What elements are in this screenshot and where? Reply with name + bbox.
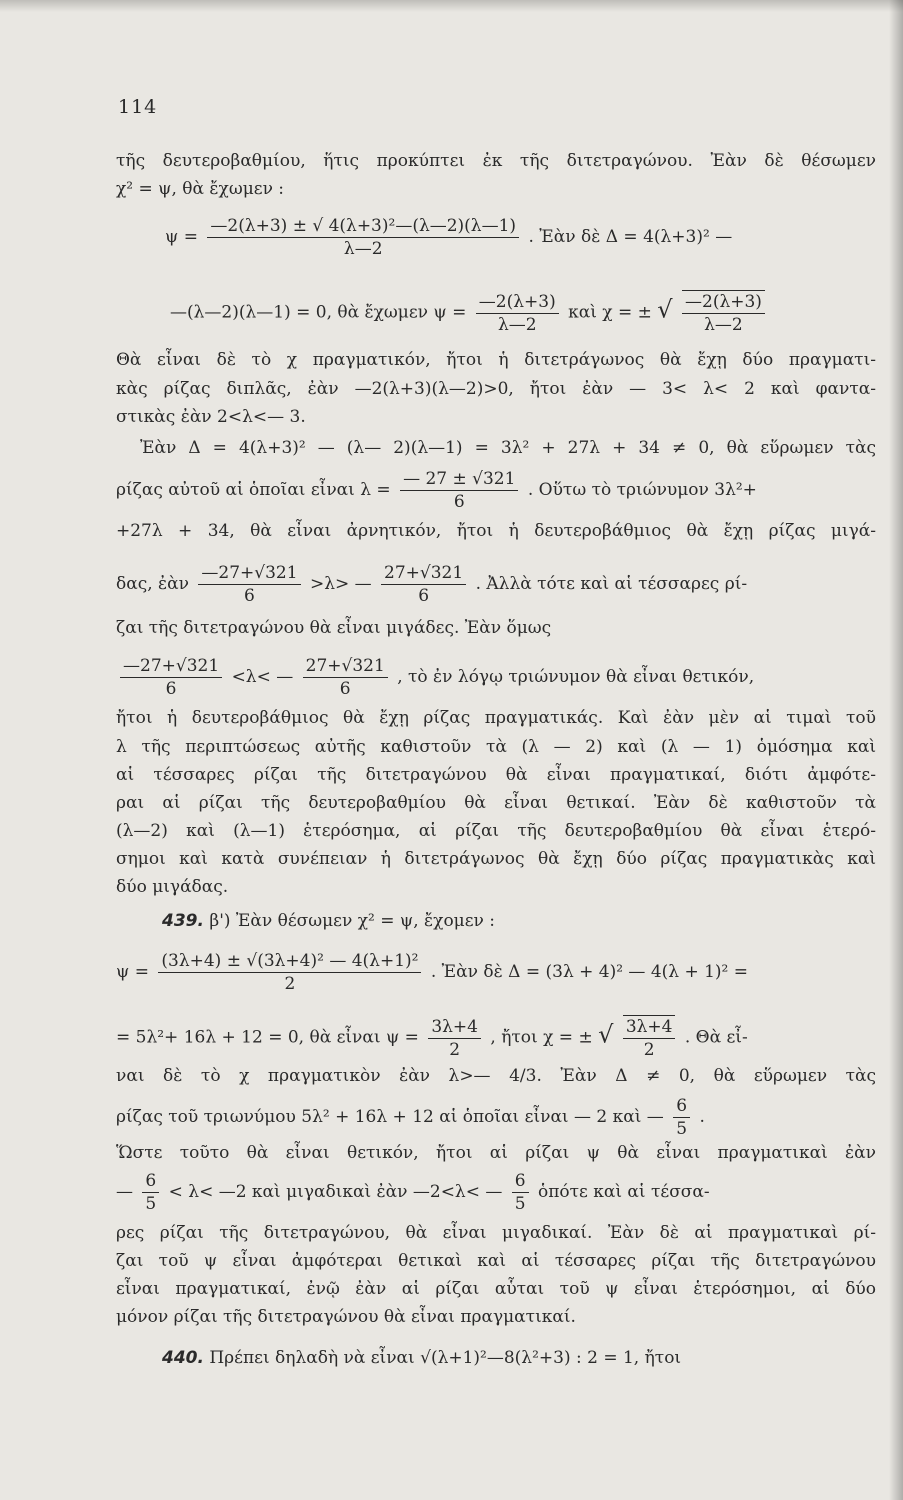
text-line: στικὰς ἐὰν 2<λ<— 3.	[116, 407, 306, 427]
section-number: 440.	[162, 1348, 204, 1368]
radical-sign: √	[657, 295, 673, 324]
equation-line: — $\frac{6}{5}$ < λ< —2 καὶ μιγαδικαὶ ἐὰν —2<λ< — $\frac{6}{5}$ ὁπότε καὶ αἱ τέσσα-	[116, 1171, 710, 1214]
section-number: 439.	[162, 911, 204, 931]
text-line: ναι δὲ τὸ χ πραγματικὸν ἐὰν λ>— 4/3. Ἐὰν Δ ≠ 0, θὰ εὕρωμεν τὰς	[116, 1066, 876, 1086]
text-line: κὰς ρίζας διπλᾶς, ἐὰν —2(λ+3)(λ—2)>0, ἤτοι ἐὰν — 3< λ< 2 καὶ φαντα-	[116, 379, 876, 399]
text-line: λ τῆς περιπτώσεως αὐτῆς καθιστοῦν τὰ (λ — 2) καὶ (λ — 1) ὁμόσημα καὶ	[116, 737, 876, 757]
equation-line: ρίζας τοῦ τριωνύμου 5λ² + 16λ + 12 αἱ ὁποῖαι εἶναι — 2 καὶ — $\frac{6}{5}$ .	[116, 1096, 705, 1139]
equation-line: —(λ—2)(λ—1) = 0, θὰ ἔχωμεν ψ = $\frac{—2(\lambda+3)}{\lambda—2}$ καὶ χ = ± √ $\frac{—2(\lambda+3)}{\lambda—2}$	[170, 290, 769, 336]
section-440: 440. Πρέπει δηλαδὴ νὰ εἶναι √(λ+1)²—8(λ²+3) : 2 = 1, ἤτοι	[162, 1348, 682, 1368]
text-line: Ὥστε τοῦτο θὰ εἶναι θετικόν, ἤτοι αἱ ρίζαι ψ θὰ εἶναι πραγματικαὶ ἐὰν	[116, 1143, 876, 1163]
fraction: $\frac{\text{(3λ+4) ± √(3λ+4)² — 4(λ+1)²}}{2}$	[158, 950, 421, 995]
equation-line: ψ = $\frac{\text{(3λ+4) ± √(3λ+4)² — 4(λ+1)²}}{2}$ . Ἐὰν δὲ Δ = (3λ + 4)² — 4(λ + 1)² =	[116, 951, 749, 994]
text-line: ζαι τοῦ ψ εἶναι ἀμφότεραι θετικαὶ καὶ αἱ τέσσαρες ρίζαι τῆς διτετραγώνου	[116, 1251, 876, 1271]
scan-shadow-top	[0, 0, 903, 12]
text-line: ρες ρίζαι τῆς διτετραγώνου, θὰ εἶναι μιγαδικαί. Ἐὰν δὲ αἱ πραγματικαὶ ρί-	[116, 1223, 876, 1243]
text-line: (λ—2) καὶ (λ—1) ἑτερόσημα, αἱ ρίζαι τῆς δευτεροβαθμίου θὰ εἶναι ἑτερό-	[116, 821, 876, 841]
text-line: Θὰ εἶναι δὲ τὸ χ πραγματικόν, ἤτοι ἡ διτετράγωνος θὰ ἔχῃ δύο πραγματι-	[116, 350, 876, 370]
text-line: σημοι καὶ κατὰ συνέπειαν ἡ διτετράγωνος θὰ ἔχῃ δύο ρίζας πραγματικὰς καὶ	[116, 849, 876, 869]
page-number: 114	[118, 96, 158, 118]
text-line: αἱ τέσσαρες ρίζαι τῆς διτετραγώνου θὰ εἶναι πραγματικαί, διότι ἀμφότε-	[116, 765, 876, 785]
fraction: $\frac{6}{5}$	[512, 1170, 529, 1215]
text-line: ραι αἱ ρίζαι τῆς δευτεροβαθμίου θὰ εἶναι θετικαί. Ἐὰν δὲ καθιστοῦν τὰ	[116, 793, 876, 813]
equation-line: ψ = $\frac{\text{—2(λ+3) ± √ 4(λ+3)²—(λ—2)(λ—1)}}{\lambda—2}$ . Ἐὰν δὲ Δ = 4(λ+3)² —	[165, 216, 733, 259]
equation-line: ρίζας αὐτοῦ αἱ ὁποῖαι εἶναι λ = $\frac{— 27 \pm √321}{6}$ . Οὕτω τὸ τριώνυμον 3λ²+	[116, 469, 757, 512]
fraction: $\frac{27+√321}{6}$	[303, 655, 388, 700]
fraction: $\frac{— 27 \pm √321}{6}$	[400, 468, 518, 513]
fraction: $\frac{3\lambda+4}{2}$	[623, 1015, 676, 1061]
fraction: $\frac{—27+√321}{6}$	[198, 562, 300, 607]
fraction: $\frac{—2(\lambda+3)}{\lambda—2}$	[476, 291, 559, 336]
fraction: $\frac{6}{5}$	[673, 1095, 690, 1140]
fraction: $\frac{—27+√321}{6}$	[120, 655, 222, 700]
equation-line: = 5λ²+ 16λ + 12 = 0, θὰ εἶναι ψ = $\frac{3\lambda+4}{2}$ , ἤτοι χ = ± √ $\frac{3\lambda+4}{2}$ . Θὰ εἶ-	[116, 1016, 748, 1060]
fraction: $\frac{3\lambda+4}{2}$	[428, 1016, 481, 1061]
equation-line: δας, ἐὰν $\frac{—27+√321}{6}$ >λ> — $\frac{27+√321}{6}$ . Ἀλλὰ τότε καὶ αἱ τέσσαρες ρί-	[116, 563, 748, 606]
text-line: ἤτοι ἡ δευτεροβάθμιος θὰ ἔχῃ ρίζας πραγματικάς. Καὶ ἐὰν μὲν αἱ τιμαὶ τοῦ	[116, 708, 876, 728]
text-line: τῆς δευτεροβαθμίου, ἥτις προκύπτει ἐκ τῆς διτετραγώνου. Ἐὰν δὲ θέσωμεν	[116, 151, 876, 171]
radical-sign: √	[598, 1020, 614, 1049]
text-line: μόνον ρίζαι τῆς διτετραγώνου θὰ εἶναι πραγματικαί.	[116, 1307, 576, 1327]
text-line: +27λ + 34, θὰ εἶναι ἀρνητικόν, ἤτοι ἡ δευτεροβάθμιος θὰ ἔχῃ ρίζας μιγά-	[116, 521, 876, 541]
fraction: $\frac{6}{5}$	[142, 1170, 159, 1215]
text-line: δύο μιγάδας.	[116, 877, 229, 897]
scan-shadow-right	[889, 0, 903, 1500]
fraction: $\frac{27+√321}{6}$	[381, 562, 466, 607]
fraction: $\frac{—2(\lambda+3)}{\lambda—2}$	[682, 290, 765, 336]
text-line: εἶναι πραγματικαί, ἐνῷ ἐὰν αἱ ρίζαι αὗται τοῦ ψ εἶναι ἑτερόσημοι, αἱ δύο	[116, 1279, 876, 1299]
text-line: ζαι τῆς διτετραγώνου θὰ εἶναι μιγάδες. Ἐὰν ὅμως	[116, 618, 552, 638]
text-line: Ἐὰν Δ = 4(λ+3)² — (λ— 2)(λ—1) = 3λ² + 27λ + 34 ≠ 0, θὰ εὕρωμεν τὰς	[140, 438, 876, 458]
text-line: χ² = ψ, θὰ ἔχωμεν :	[116, 179, 285, 199]
section-439: 439. β') Ἐὰν θέσωμεν χ² = ψ, ἔχομεν :	[162, 911, 496, 931]
equation-line: $\frac{—27+√321}{6}$ <λ< — $\frac{27+√321}{6}$ , τὸ ἐν λόγῳ τριώνυμον θὰ εἶναι θετικόν,	[116, 655, 754, 700]
fraction: $\frac{\text{—2(λ+3) ± √ 4(λ+3)²—(λ—2)(λ—1)}}{\lambda—2}$	[207, 215, 519, 260]
